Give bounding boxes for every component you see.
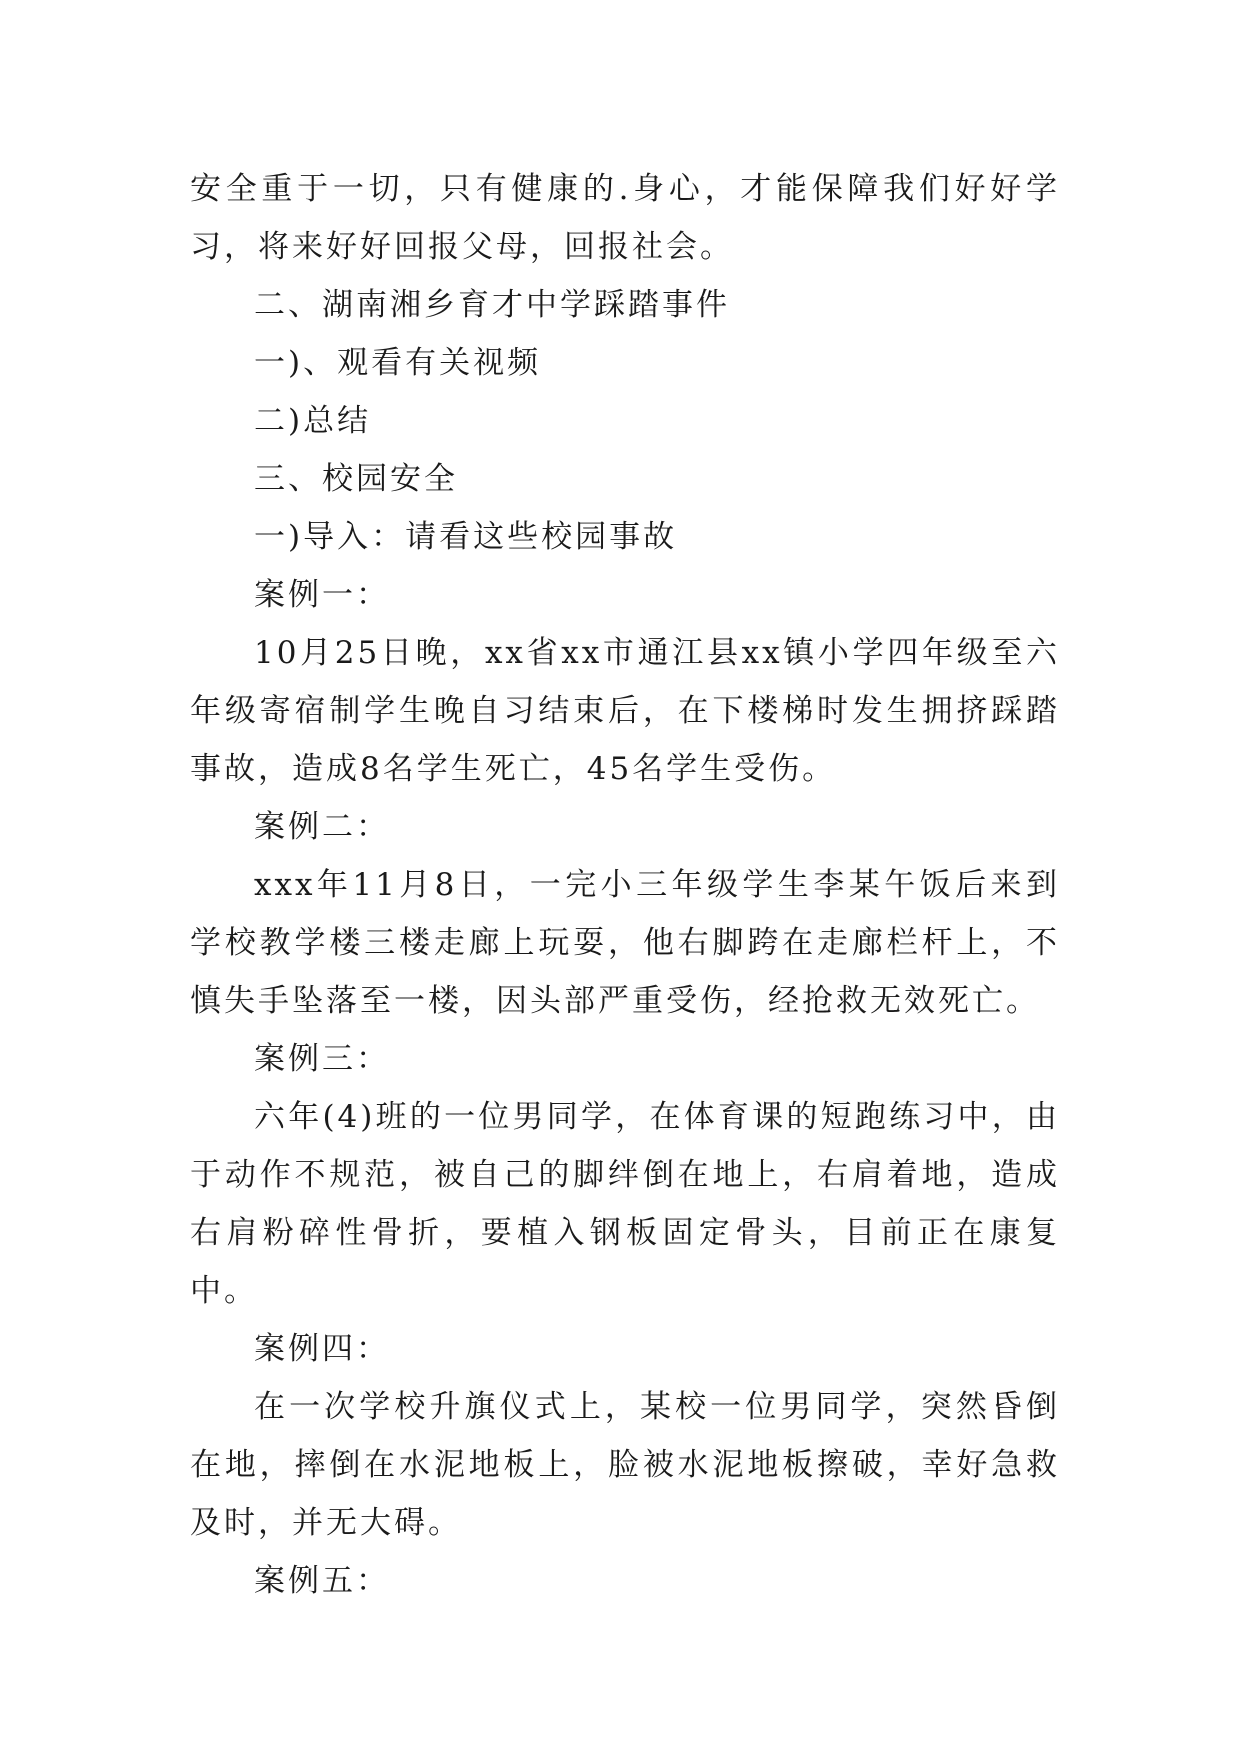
case-3-label: 案例三： [254, 1041, 390, 1077]
case-2-label: 案例二： [254, 809, 390, 845]
subheading-intro: 一)导入：请看这些校园事故 [254, 519, 678, 555]
case-1-text: 10月25日晚，xx省xx市通江县xx镇小学四年级至六年级寄宿制学生晚自习结束后，在下楼梯时发生拥挤踩踏事故，造成8名学生死亡，45名学生受伤。 [190, 635, 1060, 787]
case-1-label: 案例一： [254, 577, 390, 613]
case-3-text: 六年(4)班的一位男同学，在体育课的短跑练习中，由于动作不规范，被自己的脚绊倒在地上，右肩着地，造成右肩粉碎性骨折，要植入钢板固定骨头，目前正在康复中。 [190, 1099, 1060, 1309]
case-2-text: xxx年11月8日，一完小三年级学生李某午饭后来到学校教学楼三楼走廊上玩耍，他右脚跨在走廊栏杆上，不慎失手坠落至一楼，因头部严重受伤，经抢救无效死亡。 [190, 867, 1060, 1019]
subheading-watch-video: 一)、观看有关视频 [254, 345, 542, 381]
case-4-text: 在一次学校升旗仪式上，某校一位男同学，突然昏倒在地，摔倒在水泥地板上，脸被水泥地板擦破，幸好急救及时，并无大碍。 [190, 1389, 1060, 1541]
case-4-label: 案例四： [254, 1331, 390, 1367]
subheading-summary: 二)总结 [254, 403, 372, 439]
section-heading-2: 二、湖南湘乡育才中学踩踏事件 [254, 287, 730, 323]
section-heading-3: 三、校园安全 [254, 461, 458, 497]
paragraph-1: 安全重于一切，只有健康的.身心，才能保障我们好好学习，将来好好回报父母，回报社会。 [190, 171, 1060, 265]
case-5-label: 案例五： [254, 1563, 390, 1599]
document-body [190, 160, 1060, 1610]
